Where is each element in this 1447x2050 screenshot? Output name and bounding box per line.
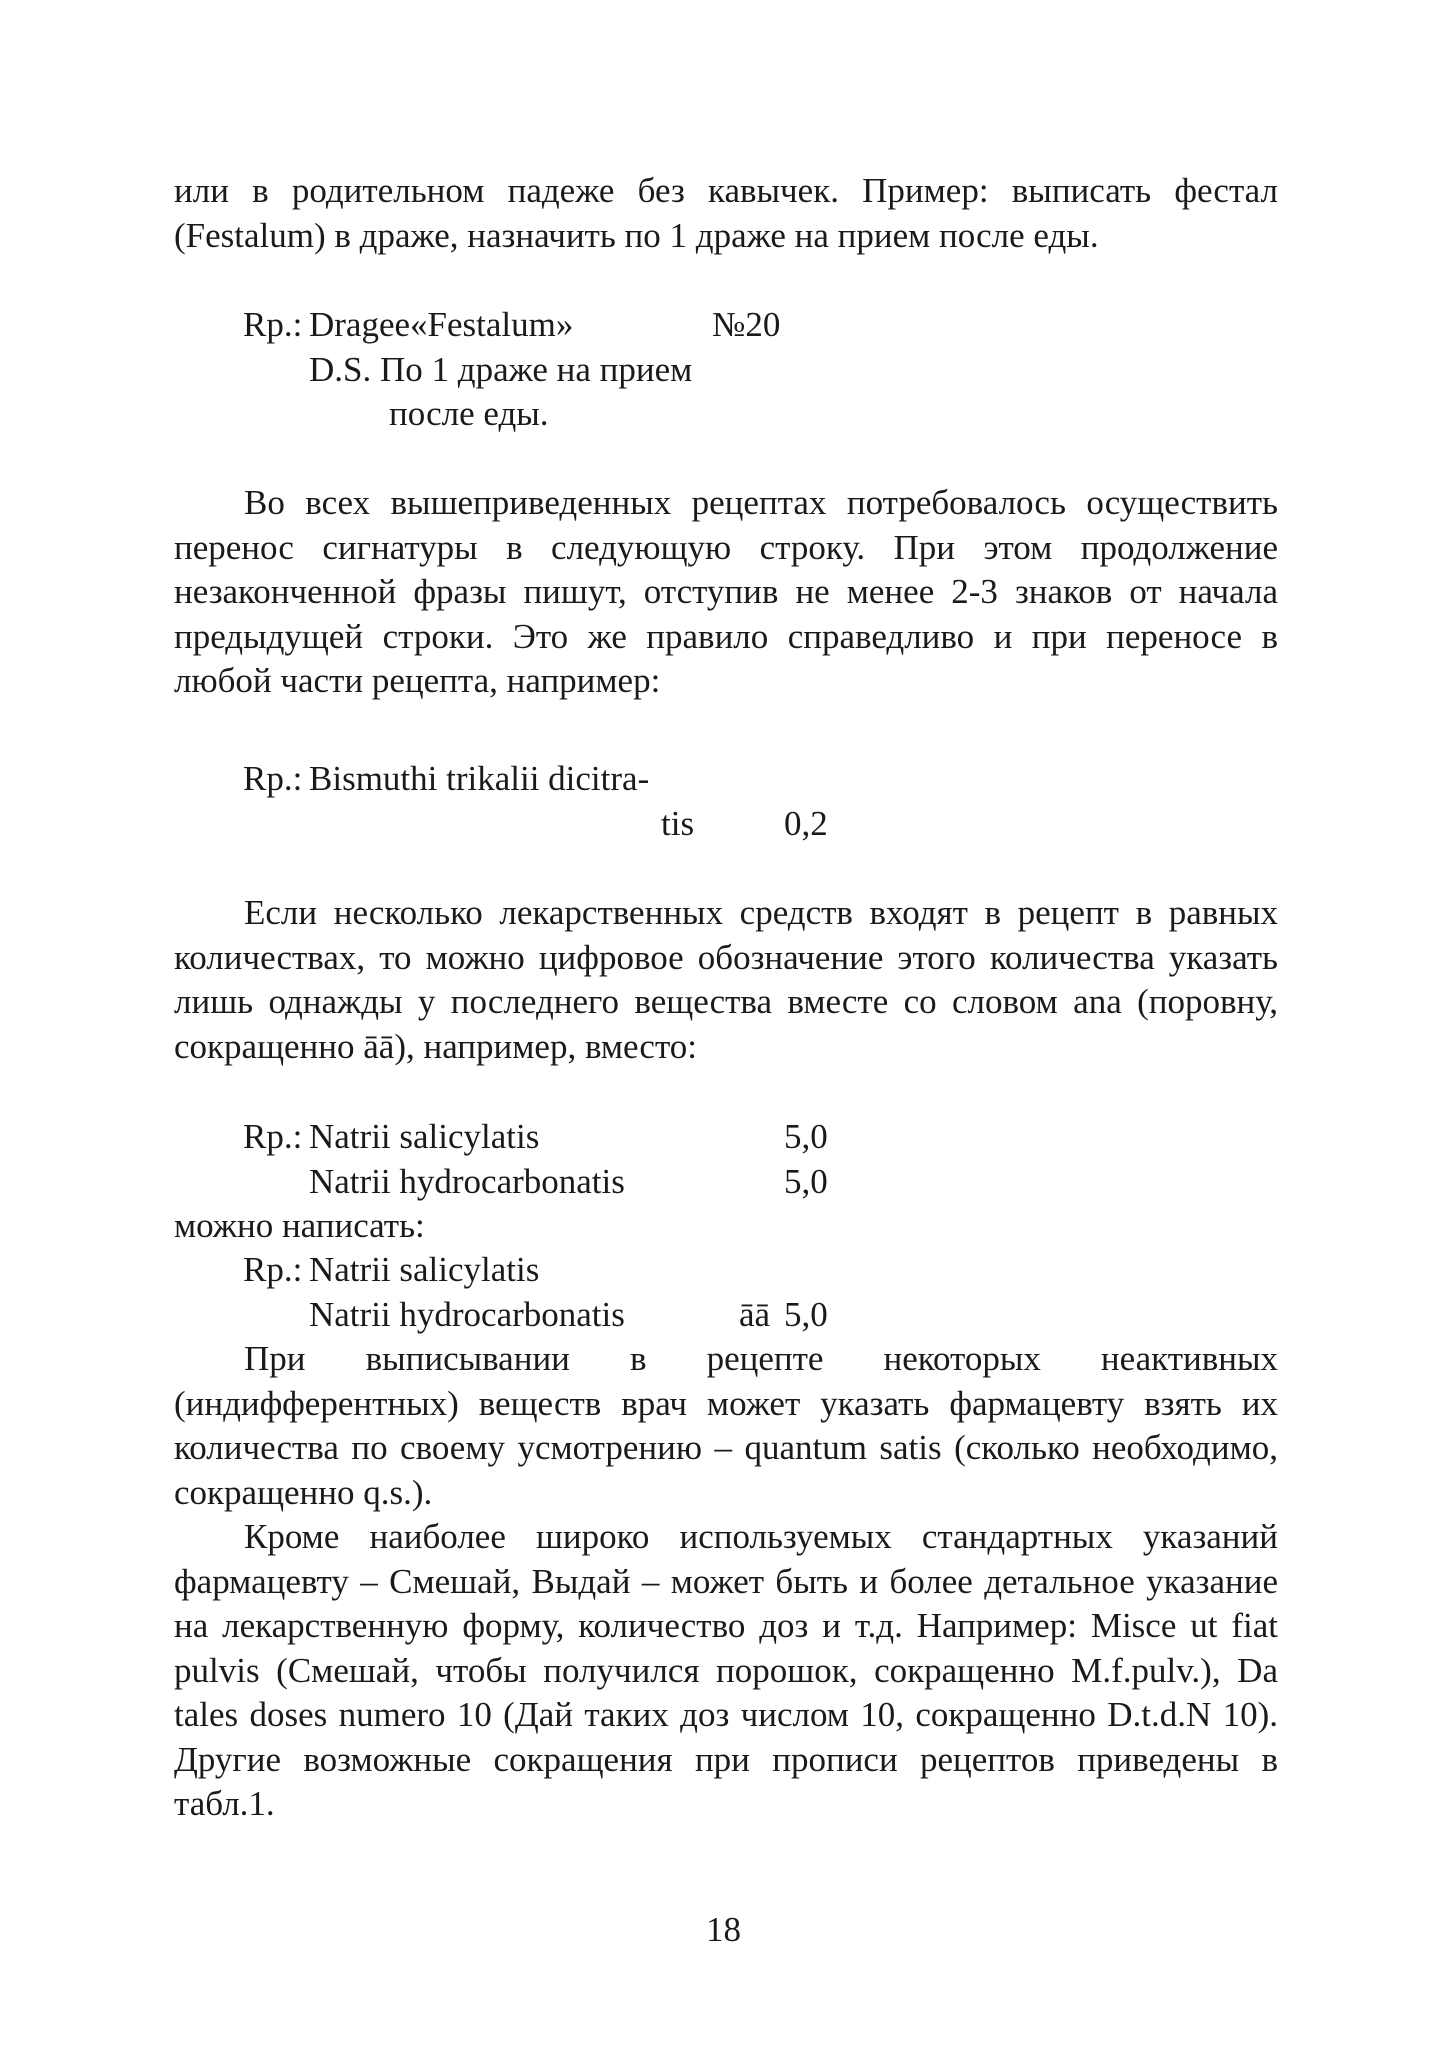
paragraph-6 [174, 1515, 1278, 1827]
paragraph-1 [174, 169, 1278, 258]
signature-line: D.S. По 1 драже на прием [309, 349, 693, 389]
paragraph-text: или в родительном падеже без кавычек. Пример: выписать фестал (Festalum) в драже, назначить по 1 драже на прием после еды. [174, 171, 1278, 255]
paragraph-text: Если несколько лекарственных средств входят в рецепт в равных количествах, то можно цифровое обозначение этого количества указать лишь однажды у последнего вещества вместе со словом ana (поровну, сокращенно āā), например, вместо: [174, 893, 1278, 1066]
paragraph-3 [174, 891, 1278, 1069]
prescription-quantity: 5,0 [784, 1117, 828, 1156]
prescription-quantity: 5,0 [784, 1161, 828, 1201]
prescription-quantity: 5,0 [784, 1294, 828, 1334]
prescription-item: Bismuthi trikalii dicitra- [309, 759, 650, 798]
ana-mark: āā [739, 1294, 771, 1334]
rp-label: Rp.: [243, 305, 303, 344]
rp-label: Rp.: [243, 1117, 303, 1156]
prescription-item: Dragee«Festalum» [309, 305, 574, 344]
page-number: 18 [706, 1910, 741, 1949]
prescription-item-continuation: tis [661, 803, 695, 843]
paragraph-2 [174, 481, 1278, 704]
paragraph-text: можно написать: [174, 1206, 425, 1245]
paragraph-5 [174, 1337, 1278, 1515]
paragraph-4 [174, 1204, 1278, 1249]
paragraph-text: При выписывании в рецепте некоторых неактивных (индифферентных) веществ врач может указать фармацевту взять их количества по своему усмотрению – quantum satis (сколько необходимо, сокращенно q.s.). [174, 1339, 1278, 1512]
prescription-quantity: 0,2 [784, 803, 828, 843]
prescription-item: Natrii hydrocarbonatis [309, 1161, 625, 1201]
paragraph-text: Во всех вышеприведенных рецептах потребовалось осуществить перенос сигнатуры в следующую строку. При этом продолжение незаконченной фразы пишут, отступив не менее 2-3 знаков от начала предыдущей строки. Это же правило справедливо и при переносе в любой части рецепта, например: [174, 483, 1278, 700]
prescription-item: Natrii salicylatis [309, 1250, 540, 1289]
prescription-quantity: №20 [712, 305, 781, 344]
rp-label: Rp.: [243, 759, 303, 798]
prescription-item: Natrii hydrocarbonatis [309, 1294, 625, 1334]
rp-label: Rp.: [243, 1250, 303, 1289]
paragraph-text: Кроме наиболее широко используемых стандартных указаний фармацевту – Смешай, Выдай – может быть и более детальное указание на лекарственную форму, количество доз и т.д. Например: Misce ut fiat pulvis (Смешай, чтобы получился порошок, сокращенно M.f.pulv.), Da tales doses numero 10 (Дай таких доз числом 10, сокращенно D.t.d.N 10). Другие возможные сокращения при прописи рецептов приведены в табл.1. [174, 1517, 1278, 1823]
signature-continuation: после еды. [389, 394, 549, 433]
prescription-item: Natrii salicylatis [309, 1117, 540, 1156]
